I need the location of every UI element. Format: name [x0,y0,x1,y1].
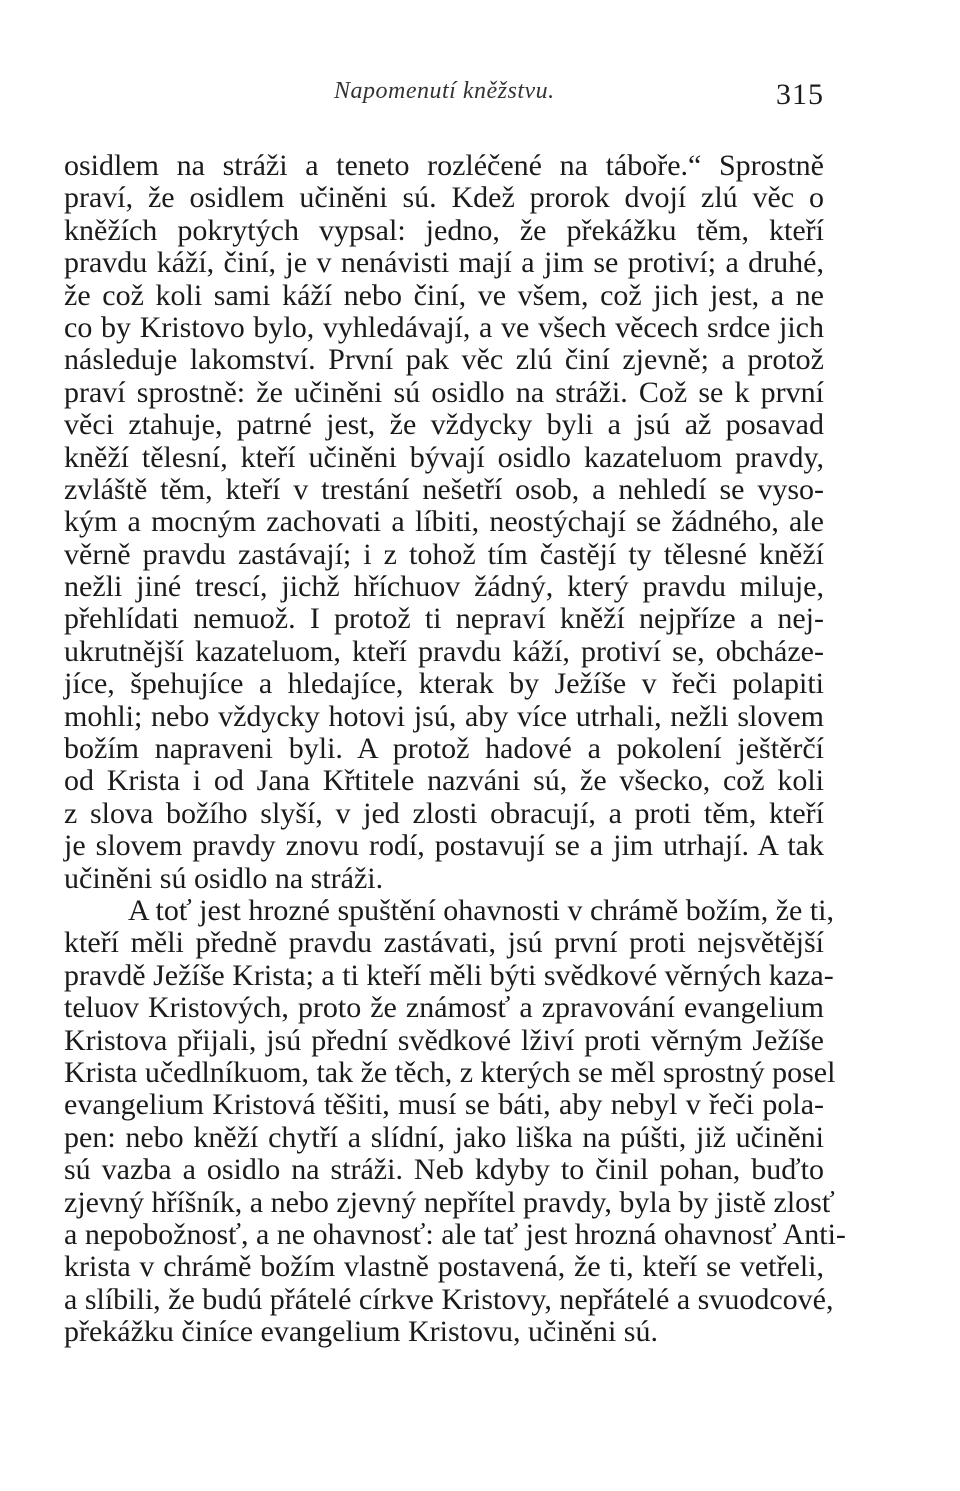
text-line: že což koli sami káží nebo činí, ve všem, což jich jest, a ne [64,278,824,312]
text-line: evangelium Kristová těšiti, musí se báti, aby nebyl v řeči pola- [64,1088,824,1122]
text-line: je slovem pravdy znovu rodí, postavují se a jim utrhají. A tak [64,829,824,863]
paragraph-end-line: překážku činíce evangelium Kristovu, učiněni sú. [64,1315,658,1349]
text-line: z slova božího slyší, v jed zlosti obracují, a proti těm, kteří [64,796,824,830]
text-line: sú vazba a osidlo na stráži. Neb kdyby to činil pohan, buďto [64,1153,824,1187]
text-line: kněží tělesní, kteří učiněni bývají osidlo kazateluom pravdy, [64,440,824,474]
text-line: praví sprostně: že učiněni sú osidlo na stráži. Což se k první [64,375,824,409]
text-line: Kristova přijali, jsú přední svědkové lživí proti věrným Ježíše [64,1023,824,1057]
text-line: a nepobožnosť, a ne ohavnosť: ale tať jest hrozná ohavnosť Anti- [64,1217,846,1251]
text-line: zvláště těm, kteří v trestání nešetří osob, a nehledí se vyso- [64,472,824,506]
text-line: přehlídati nemuož. I protož ti nepraví kněží nejpříze a nej- [64,602,824,636]
text-line: božím napraveni byli. A protož hadové a pokolení ještěrčí [64,732,824,766]
text-line: pravdu káží, činí, je v nenávisti mají a jim se protiví; a druhé, [64,246,824,280]
text-line: následuje lakomství. První pak věc zlú činí zjevně; a protož [64,343,824,377]
text-line: pravdě Ježíše Krista; a ti kteří měli býti svědkové věrných kaza- [64,958,834,992]
body-text [64,149,846,1349]
text-line: zjevný hříšník, a nebo zjevný nepřítel pravdy, byla by jistě zlosť [64,1185,835,1219]
text-line: osidlem na stráži a teneto rozléčené na tábořе.“ Sprostně [64,149,824,182]
text-line: Krista učedlníkuom, tak že těch, z kterých se měl sprostný posel [64,1055,836,1089]
paragraph-start-line: A toť jest hrozné spuštění ohavnosti v chrámě božím, že ti, [128,893,834,927]
paragraph-end-line: učiněni sú osidlo na stráži. [64,861,384,895]
running-title: Napomenutí kněžstvu. [334,78,555,104]
text-line: a slíbili, že budú přátelé církve Kristovy, nepřátelé a svuodcové, [64,1282,834,1316]
text-line: věrně pravdu zastávají; i z tohož tím častějí ty tělesné kněží [64,537,824,571]
text-line: jíce, špehujíce a hledajíce, kterak by Ježíše v řeči polapiti [64,667,824,701]
text-line: od Krista i od Jana Křtitele nazváni sú, že všecko, což koli [64,764,824,798]
text-line: praví, že osidlem učiněni sú. Kdež prorok dvojí zlú věc o [64,181,824,215]
text-line: teluov Kristových, proto že známosť a zpravování evangelium [64,991,824,1025]
text-line: ukrutnější kazateluom, kteří pravdu káží, protiví se, obcháze- [64,634,824,668]
text-line: kteří měli předně pravdu zastávati, jsú první proti nejsvětější [64,926,824,960]
text-line: mohli; nebo vždycky hotovi jsú, aby více utrhali, nežli slovem [64,699,824,733]
running-header [64,78,824,118]
page-number: 315 [776,78,824,111]
text-line: krista v chrámě božím vlastně postavená, že ti, kteří se vetřeli, [64,1250,824,1284]
text-line: co by Kristovo bylo, vyhledávají, a ve všech věcech srdce jich [64,310,824,344]
text-line: pen: nebo kněží chytří a slídní, jako liška na púšti, již učiněni [64,1120,824,1154]
text-line: kněžích pokrytých vypsal: jedno, že překážku těm, kteří [64,213,824,247]
text-line: nežli jiné trescí, jichž hříchuov žádný, který pravdu miluje, [64,570,824,604]
text-line: věci ztahuje, patrné jest, že vždycky byli a jsú až posavad [64,408,824,442]
text-line: kým a mocným zachovati a líbiti, neostýchají se žádného, ale [64,505,824,539]
